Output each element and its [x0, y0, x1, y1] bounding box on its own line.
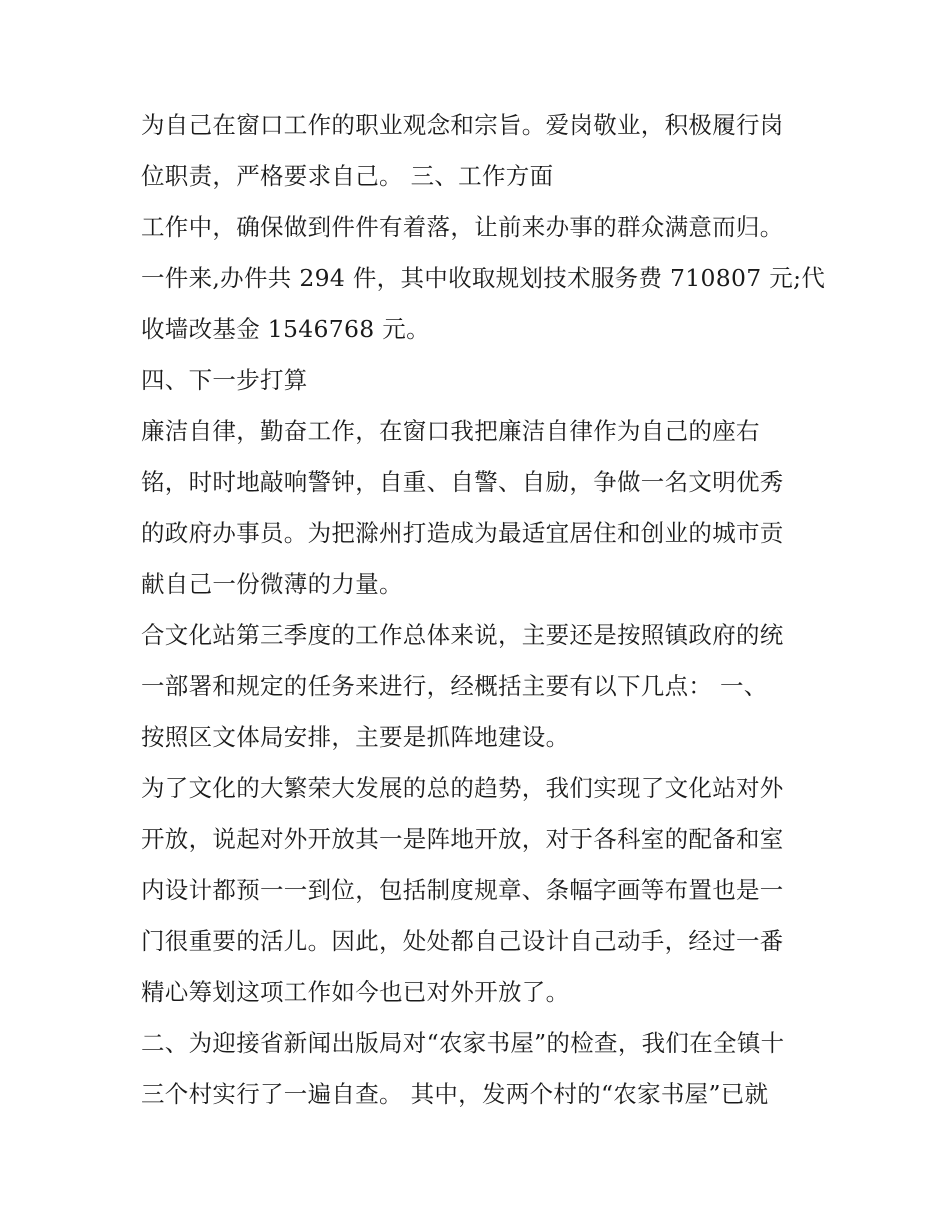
text-line: 四、下一步打算 — [141, 366, 308, 394]
text-line: 开放，说起对外开放其一是阵地开放，对于各科室的配备和室 — [141, 825, 784, 853]
document-body — [141, 106, 831, 1126]
text-line: 铭，时时地敲响警钟，自重、自警、自励，争做一名文明优秀 — [141, 468, 784, 496]
text-line: 收墙改基金 1546768 元。 — [141, 315, 430, 343]
text-line: 三个村实行了一遍自查。 其中，发两个村的“农家书屋”已就 — [141, 1080, 769, 1108]
text-line: 献自己一份微薄的力量。 — [141, 570, 403, 598]
text-line: 为自己在窗口工作的职业观念和宗旨。爱岗敬业，积极履行岗 — [141, 111, 784, 139]
text-line: 精心筹划这项工作如今也已对外开放了。 — [141, 978, 570, 1006]
text-line: 一部署和规定的任务来进行，经概括主要有以下几点： 一、 — [141, 672, 768, 700]
text-line: 为了文化的大繁荣大发展的总的趋势，我们实现了文化站对外 — [141, 774, 784, 802]
text-line: 位职责，严格要求自己。 三、工作方面 — [141, 162, 554, 190]
text-line: 二、为迎接省新闻出版局对“农家书屋”的检查，我们在全镇十 — [141, 1029, 785, 1057]
text-line: 内设计都预一一到位，包括制度规章、条幅字画等布置也是一 — [141, 876, 784, 904]
text-line: 一件来,办件共 294 件，其中收取规划技术服务费 710807 元;代 — [141, 264, 826, 292]
text-line: 合文化站第三季度的工作总体来说，主要还是按照镇政府的统 — [141, 621, 784, 649]
text-line: 的政府办事员。为把滁州打造成为最适宜居住和创业的城市贡 — [141, 519, 784, 547]
text-line: 工作中，确保做到件件有着落，让前来办事的群众满意而归。 — [141, 213, 784, 241]
text-line: 门很重要的活儿。因此，处处都自己设计自己动手，经过一番 — [141, 927, 784, 955]
text-line: 按照区文体局安排，主要是抓阵地建设。 — [141, 723, 570, 751]
text-line: 廉洁自律，勤奋工作，在窗口我把廉洁自律作为自己的座右 — [141, 417, 760, 445]
